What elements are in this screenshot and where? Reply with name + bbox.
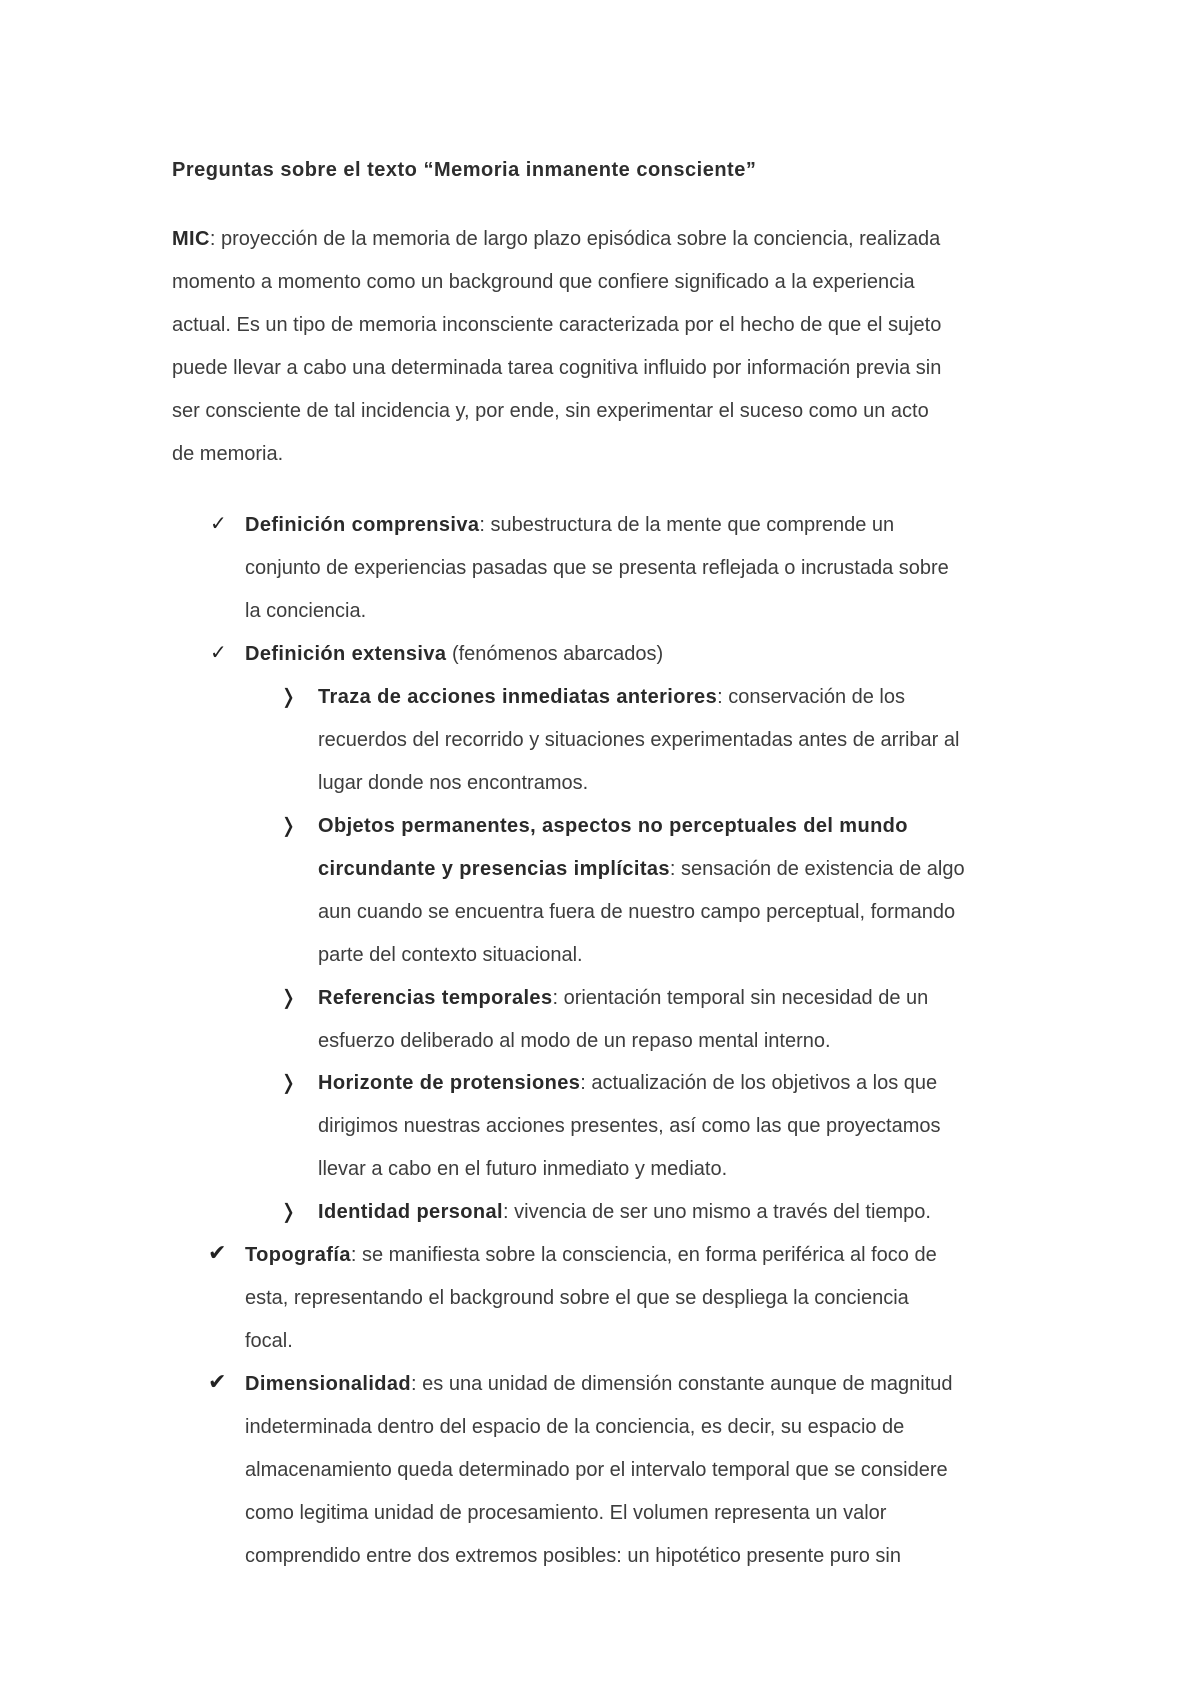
intro-line-5: ser consciente de tal incidencia y, por ende, sin experimentar el suceso como un acto — [172, 400, 929, 422]
topografia-text: : se manifiesta sobre la consciencia, en forma periférica al foco de — [350, 1244, 937, 1266]
topografia-term: Topografía — [245, 1244, 351, 1266]
referencias-line-2: esfuerzo deliberado al modo de un repaso mental interno. — [318, 1030, 831, 1052]
intro-line-6: de memoria. — [172, 443, 284, 465]
traza-line-2: recuerdos del recorrido y situaciones experimentadas antes de arribar al — [318, 729, 960, 751]
def-comprensiva-term: Definición comprensiva — [245, 514, 480, 536]
checkmark-icon: ✓ — [210, 513, 227, 535]
dimensionalidad-line-4: como legitima unidad de procesamiento. El volumen representa un valor — [245, 1502, 887, 1524]
objetos-line-3: aun cuando se encuentra fuera de nuestro campo perceptual, formando — [318, 901, 956, 923]
def-comprensiva-text: : subestructura de la mente que comprende un — [479, 514, 895, 536]
identidad-term: Identidad personal — [318, 1201, 504, 1223]
referencias-line-1 — [318, 986, 928, 1010]
chevron-right-icon: ❭ — [280, 686, 297, 708]
intro-line-4: puede llevar a cabo una determinada tarea cognitiva influido por información previa sin — [172, 357, 942, 379]
def-extensiva-line — [245, 642, 663, 666]
dimensionalidad-line-1 — [245, 1372, 953, 1396]
chevron-right-icon: ❭ — [280, 1072, 297, 1094]
intro-term: MIC — [172, 228, 210, 250]
objetos-line-2 — [318, 857, 965, 881]
traza-line-3: lugar donde nos encontramos. — [318, 772, 589, 794]
objetos-line-4: parte del contexto situacional. — [318, 944, 583, 966]
checkmark-bold-icon: ✔ — [208, 1240, 227, 1265]
def-comprensiva-line-1 — [245, 513, 894, 537]
horizonte-line-2: dirigimos nuestras acciones presentes, así como las que proyectamos — [318, 1115, 941, 1137]
identidad-text: : vivencia de ser uno mismo a través del tiempo. — [503, 1201, 931, 1223]
topografia-line-3: focal. — [245, 1330, 293, 1352]
checkmark-bold-icon: ✔ — [208, 1369, 227, 1394]
objetos-text: : sensación de existencia de algo — [669, 858, 965, 880]
def-comprensiva-line-3: la conciencia. — [245, 600, 367, 622]
horizonte-text: : actualización de los objetivos a los que — [580, 1072, 938, 1094]
topografia-line-2: esta, representando el background sobre el que se despliega la conciencia — [245, 1287, 909, 1309]
objetos-term-1: Objetos permanentes, aspectos no perceptuales del mundo — [318, 815, 908, 837]
checkmark-icon: ✓ — [210, 642, 227, 664]
chevron-right-icon: ❭ — [280, 815, 297, 837]
def-extensiva-text: (fenómenos abarcados) — [446, 643, 664, 665]
horizonte-line-3: llevar a cabo en el futuro inmediato y mediato. — [318, 1158, 728, 1180]
dimensionalidad-line-2: indeterminada dentro del espacio de la conciencia, es decir, su espacio de — [245, 1416, 905, 1438]
objetos-term-2: circundante y presencias implícitas — [318, 858, 670, 880]
document-title: Preguntas sobre el texto “Memoria inmanente consciente” — [172, 159, 757, 181]
referencias-text: : orientación temporal sin necesidad de un — [552, 987, 929, 1009]
intro-line-2: momento a momento como un background que confiere significado a la experiencia — [172, 271, 915, 293]
intro-line-3: actual. Es un tipo de memoria inconsciente caracterizada por el hecho de que el sujeto — [172, 314, 942, 336]
topografia-line-1 — [245, 1243, 937, 1267]
referencias-term: Referencias temporales — [318, 987, 553, 1009]
objetos-line-1 — [318, 814, 908, 838]
traza-term: Traza de acciones inmediatas anteriores — [318, 686, 718, 708]
dimensionalidad-line-3: almacenamiento queda determinado por el intervalo temporal que se considere — [245, 1459, 948, 1481]
intro-text: : proyección de la memoria de largo plazo episódica sobre la conciencia, realizada — [209, 228, 941, 250]
horizonte-term: Horizonte de protensiones — [318, 1072, 581, 1094]
dimensionalidad-term: Dimensionalidad — [245, 1373, 412, 1395]
def-comprensiva-line-2: conjunto de experiencias pasadas que se presenta reflejada o incrustada sobre — [245, 557, 949, 579]
chevron-right-icon: ❭ — [280, 987, 297, 1009]
identidad-line-1 — [318, 1200, 931, 1224]
traza-line-1 — [318, 685, 905, 709]
def-extensiva-term: Definición extensiva — [245, 643, 447, 665]
chevron-right-icon: ❭ — [280, 1201, 297, 1223]
traza-text: : conservación de los — [717, 686, 905, 708]
intro-line-1 — [172, 227, 940, 251]
dimensionalidad-text: : es una unidad de dimensión constante aunque de magnitud — [411, 1373, 953, 1395]
dimensionalidad-line-5: comprendido entre dos extremos posibles: un hipotético presente puro sin — [245, 1545, 901, 1567]
horizonte-line-1 — [318, 1071, 937, 1095]
